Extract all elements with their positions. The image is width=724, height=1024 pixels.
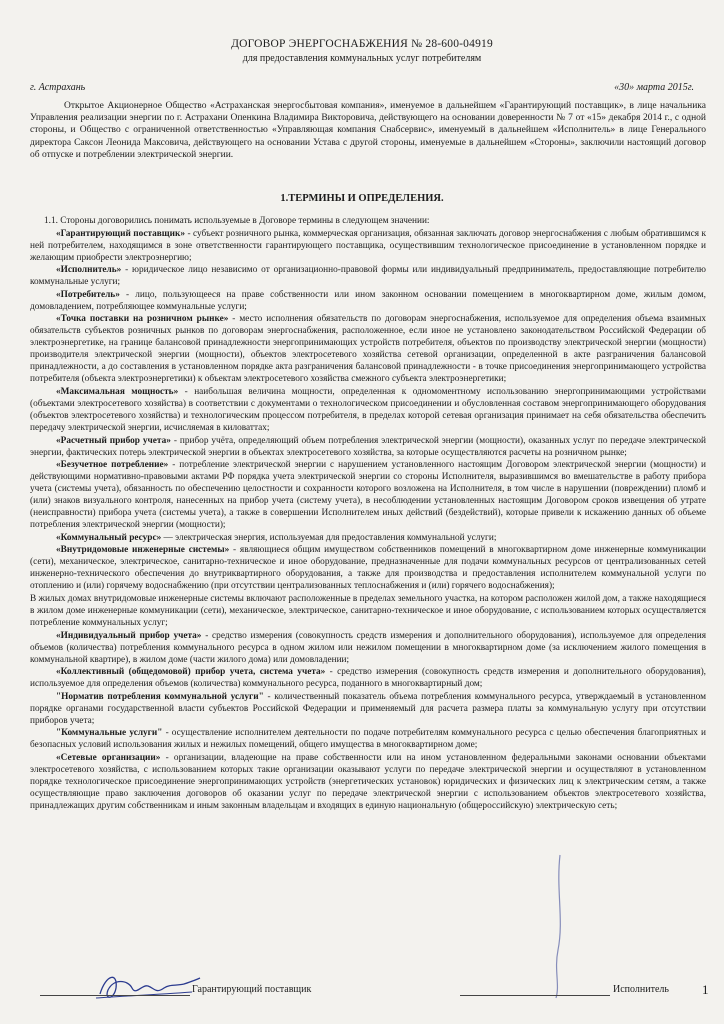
term-name: «Безучетное потребление» (56, 460, 169, 471)
term-name: «Сетевые организации» (56, 752, 161, 763)
terms-intro: 1.1. Стороны договорились понимать используемые в Договоре термины в следующем значении: (44, 216, 430, 226)
contract-subtitle: для предоставления коммунальных услуг потребителям (242, 53, 482, 64)
term-definition (30, 593, 706, 629)
terms-list (30, 228, 706, 812)
contractor-label: Исполнитель (613, 984, 669, 995)
term-definition (30, 630, 706, 666)
term-definition (30, 228, 706, 264)
term-definition (30, 313, 706, 385)
term-definition (30, 435, 706, 459)
term-text: - наибольшая величина мощности, определенная к одномоментному использованию энергопринимающими устройствами (объектами электросетевого хозяйства) в соответствии с документами о технологическом присоединении и обусловленная составом энергопринимающего оборудования (объектов электросетевого хозяйства) и технологическим процессом потребителя, в пределах которой сетевая организация принимает на себя обязательства обеспечить передачу электрической энергии, исчисляемая в киловаттах; (30, 386, 707, 433)
term-definition (30, 289, 706, 313)
term-definition (30, 691, 706, 727)
term-text: - лицо, пользующееся на праве собственности или ином законном основании помещением в многоквартирном доме, жилым домом, домовладением, потребляющее коммунальные услуги; (30, 289, 706, 312)
term-definition (30, 459, 706, 531)
term-text: - место исполнения обязательств по договорам энергоснабжения, используемое для определения объема взаимных обязательств субъектов розничных рынков по договорам энергоснабжения, расположенное, если иное не установлено законодательством Российской Федерации об электроэнергетике, на границе балансовой принадлежности энергопринимающих устройств потребителя, объектов по производству электрической энергии (мощности) производителя электрической энергии (мощности), объектов электросетевого хозяйства сетевой организации, определенной в акте разграничения балансовой принадлежности, а до составления в установленном порядке акта разграничения балансовой принадлежности - в точке присоединения энергопринимающего устройства потребителя (объекта электроэнергетики) к объектам электросетевого хозяйства смежного субъекта электроэнергетики; (30, 314, 706, 385)
terms-body (30, 215, 706, 813)
term-text: - потребление электрической энергии с нарушением установленного настоящим Договором электрической энергии (мощности) и действующими нормативно-правовыми актами РФ порядка учета электрической энергии со стороны Исполнителя, выразившимся во вмешательстве в работу прибора учета (системы учета), обязанность по обеспечению целостности и сохранности которого возложена на Исполнителя, в том числе в нарушении (повреждении) пломб и (или) знаков визуального контроля, нанесенных на прибор учета (систему учета), в несоблюдении установленных настоящим Договором сроков извещения об утрате (неисправности) прибора учета (системы учета), а также в совершении Исполнителем иных действий (бездействий), которые привели к искажению данных об объеме потребления электрической энергии (мощности); (30, 460, 707, 531)
term-name: "Норматив потребления коммунальной услуги" (56, 691, 264, 702)
signature-line-contractor (460, 995, 610, 996)
term-text: - осуществление исполнителем деятельности по подаче потребителям коммунального ресурса с целью обеспечения благоприятных и безопасных условий использования жилых и нежилых помещений, общего имущества в многоквартирном доме; (30, 728, 706, 751)
term-name: «Потребитель» (56, 289, 120, 300)
term-name: «Гарантирующий поставщик» (56, 228, 186, 239)
term-text: - средство измерения (совокупность средств измерения и дополнительного оборудования), используемое для определения объемов (количества) коммунального ресурса, поданного в многоквартирный дом; (30, 667, 707, 690)
term-definition (30, 727, 706, 751)
term-text: — электрическая энергия, используемая для предоставления коммунальной услуги; (161, 532, 497, 543)
page-footer (0, 982, 724, 1012)
term-definition (30, 666, 706, 690)
signature-line-supplier (40, 995, 190, 996)
term-name: «Внутридомовые инженерные системы» (56, 545, 230, 556)
page-number: 1 (702, 982, 709, 997)
term-name: «Максимальная мощность» (56, 386, 179, 397)
contract-city: г. Астрахань (30, 82, 86, 93)
section-title: 1.ТЕРМИНЫ И ОПРЕДЕЛЕНИЯ. (280, 193, 444, 204)
term-definition (30, 532, 706, 544)
term-name: «Коммунальный ресурс» (56, 532, 162, 543)
term-text: - являющиеся общим имуществом собственников помещений в многоквартирном доме инженерные коммуникации (сети), механическое, электрическое, санитарно-техническое и иное оборудование, предназначенные для подачи коммунальных ресурсов от централизованных сетей инженерно-технического обеспечения до внутриквартирного оборудования, а также для производства и предоставления исполнителем коммунальной услуги по отоплению и (или) горячему водоснабжению (при отсутствии централизованных теплоснабжения и (или) горячего водоснабжения); (30, 545, 706, 592)
supplier-label: Гарантирующий поставщик (192, 984, 312, 995)
term-text: В жилых домах внутридомовые инженерные системы включают расположенные в пределах земельного участка, на котором расположен жилой дом, а также находящиеся в жилом доме инженерные коммуникации (сети), механическое, электрическое, санитарно-техническое и иное оборудование, с использованием которых осуществляется потребление коммунальных услуг; (30, 593, 706, 628)
term-name: «Коллективный (общедомовой) прибор учета, система учета» (56, 667, 326, 678)
term-text: - организации, владеющие на праве собственности или на ином установленном федеральными законами основании объектами электросетевого хозяйства, с использованием которых такие организации оказывают услуги по передаче электрической энергии и осуществляют в установленном порядке технологическое присоединение энергопринимающих устройств (энергетических установок) юридических и физических лиц к электрическим сетям, а также осуществляющие право заключения договоров об оказании услуг по передаче электрической энергии с использованием объектов электросетевого хозяйства, принадлежащих другим собственникам и иным законным владельцам и входящих в единую национальную (общероссийскую) электрическую сеть; (30, 752, 706, 811)
term-text: - субъект розничного рынка, коммерческая организация, обязанная заключать договор энергоснабжения с любым обратившимся к ней потребителем, находящимся в зоне ответственности гарантирующего поставщика, осуществившим технологическое присоединение в установленном порядке и желающим приобрести электроэнергию; (30, 228, 707, 263)
term-definition (30, 264, 706, 288)
term-definition (30, 386, 706, 434)
preamble-paragraph: Открытое Акционерное Общество «Астраханская энергосбытовая компания», именуемое в дальнейшем «Гарантирующий поставщик», в лице начальника Управления реализации энергии по г. Астрахани Опенкина Владимира Викторовича, действующего на основании доверенности № 7 от «15» декабря 2014 г., с одной стороны, и Общество с ограниченной ответственностью «Управляющая компания Снабсервис», именуемый в дальнейшем «Исполнитель» в лице Генерального директора Саксон Леонида Максовича, действующего на основании Устава с другой стороны, именуемые в дальнейшем «Стороны», заключили настоящий договор об отпуске и потреблении электрической энергии. (30, 101, 706, 160)
term-text: - юридическое лицо независимо от организационно-правовой формы или индивидуальный предприниматель, предоставляющие потребителю коммунальные услуги; (30, 265, 706, 288)
term-name: «Исполнитель» (56, 265, 122, 276)
pen-mark (520, 850, 590, 1000)
term-definition (30, 752, 706, 812)
contract-title: ДОГОВОР ЭНЕРГОСНАБЖЕНИЯ № 28-600-04919 (231, 38, 493, 50)
term-name: "Коммунальные услуги" (56, 728, 163, 739)
term-text: - средство измерения (совокупность средств измерения и дополнительного оборудования), используемое для определения объемов (количества) потребления коммунального ресурса в одном жилом или нежилом помещении в многоквартирном доме (за исключением жилого помещения в коммунальной квартире), в жилом доме (части жилого дома) или домовладении; (30, 630, 706, 665)
term-text: - количественный показатель объема потребления коммунального ресурса, утверждаемый в установленном порядке органами государственной власти субъектов Российской Федерации и применяемый для расчета размера платы за коммунальную услугу при отсутствии приборов учета; (30, 691, 706, 726)
term-name: «Расчетный прибор учета» (56, 435, 171, 446)
term-name: «Точка поставки на розничном рынке» (56, 314, 229, 325)
term-definition (30, 544, 706, 592)
contract-date: «30» марта 2015г. (614, 82, 694, 93)
term-text: - прибор учёта, определяющий объем потребления электрической энергии (мощности), оказанных услуг по передаче электрической энергии, фактических потерь электрической энергии в объектах электросетевого хозяйства, за которые осуществляются расчеты на розничном рынке; (30, 435, 706, 458)
term-name: «Индивидуальный прибор учета» (56, 630, 202, 641)
